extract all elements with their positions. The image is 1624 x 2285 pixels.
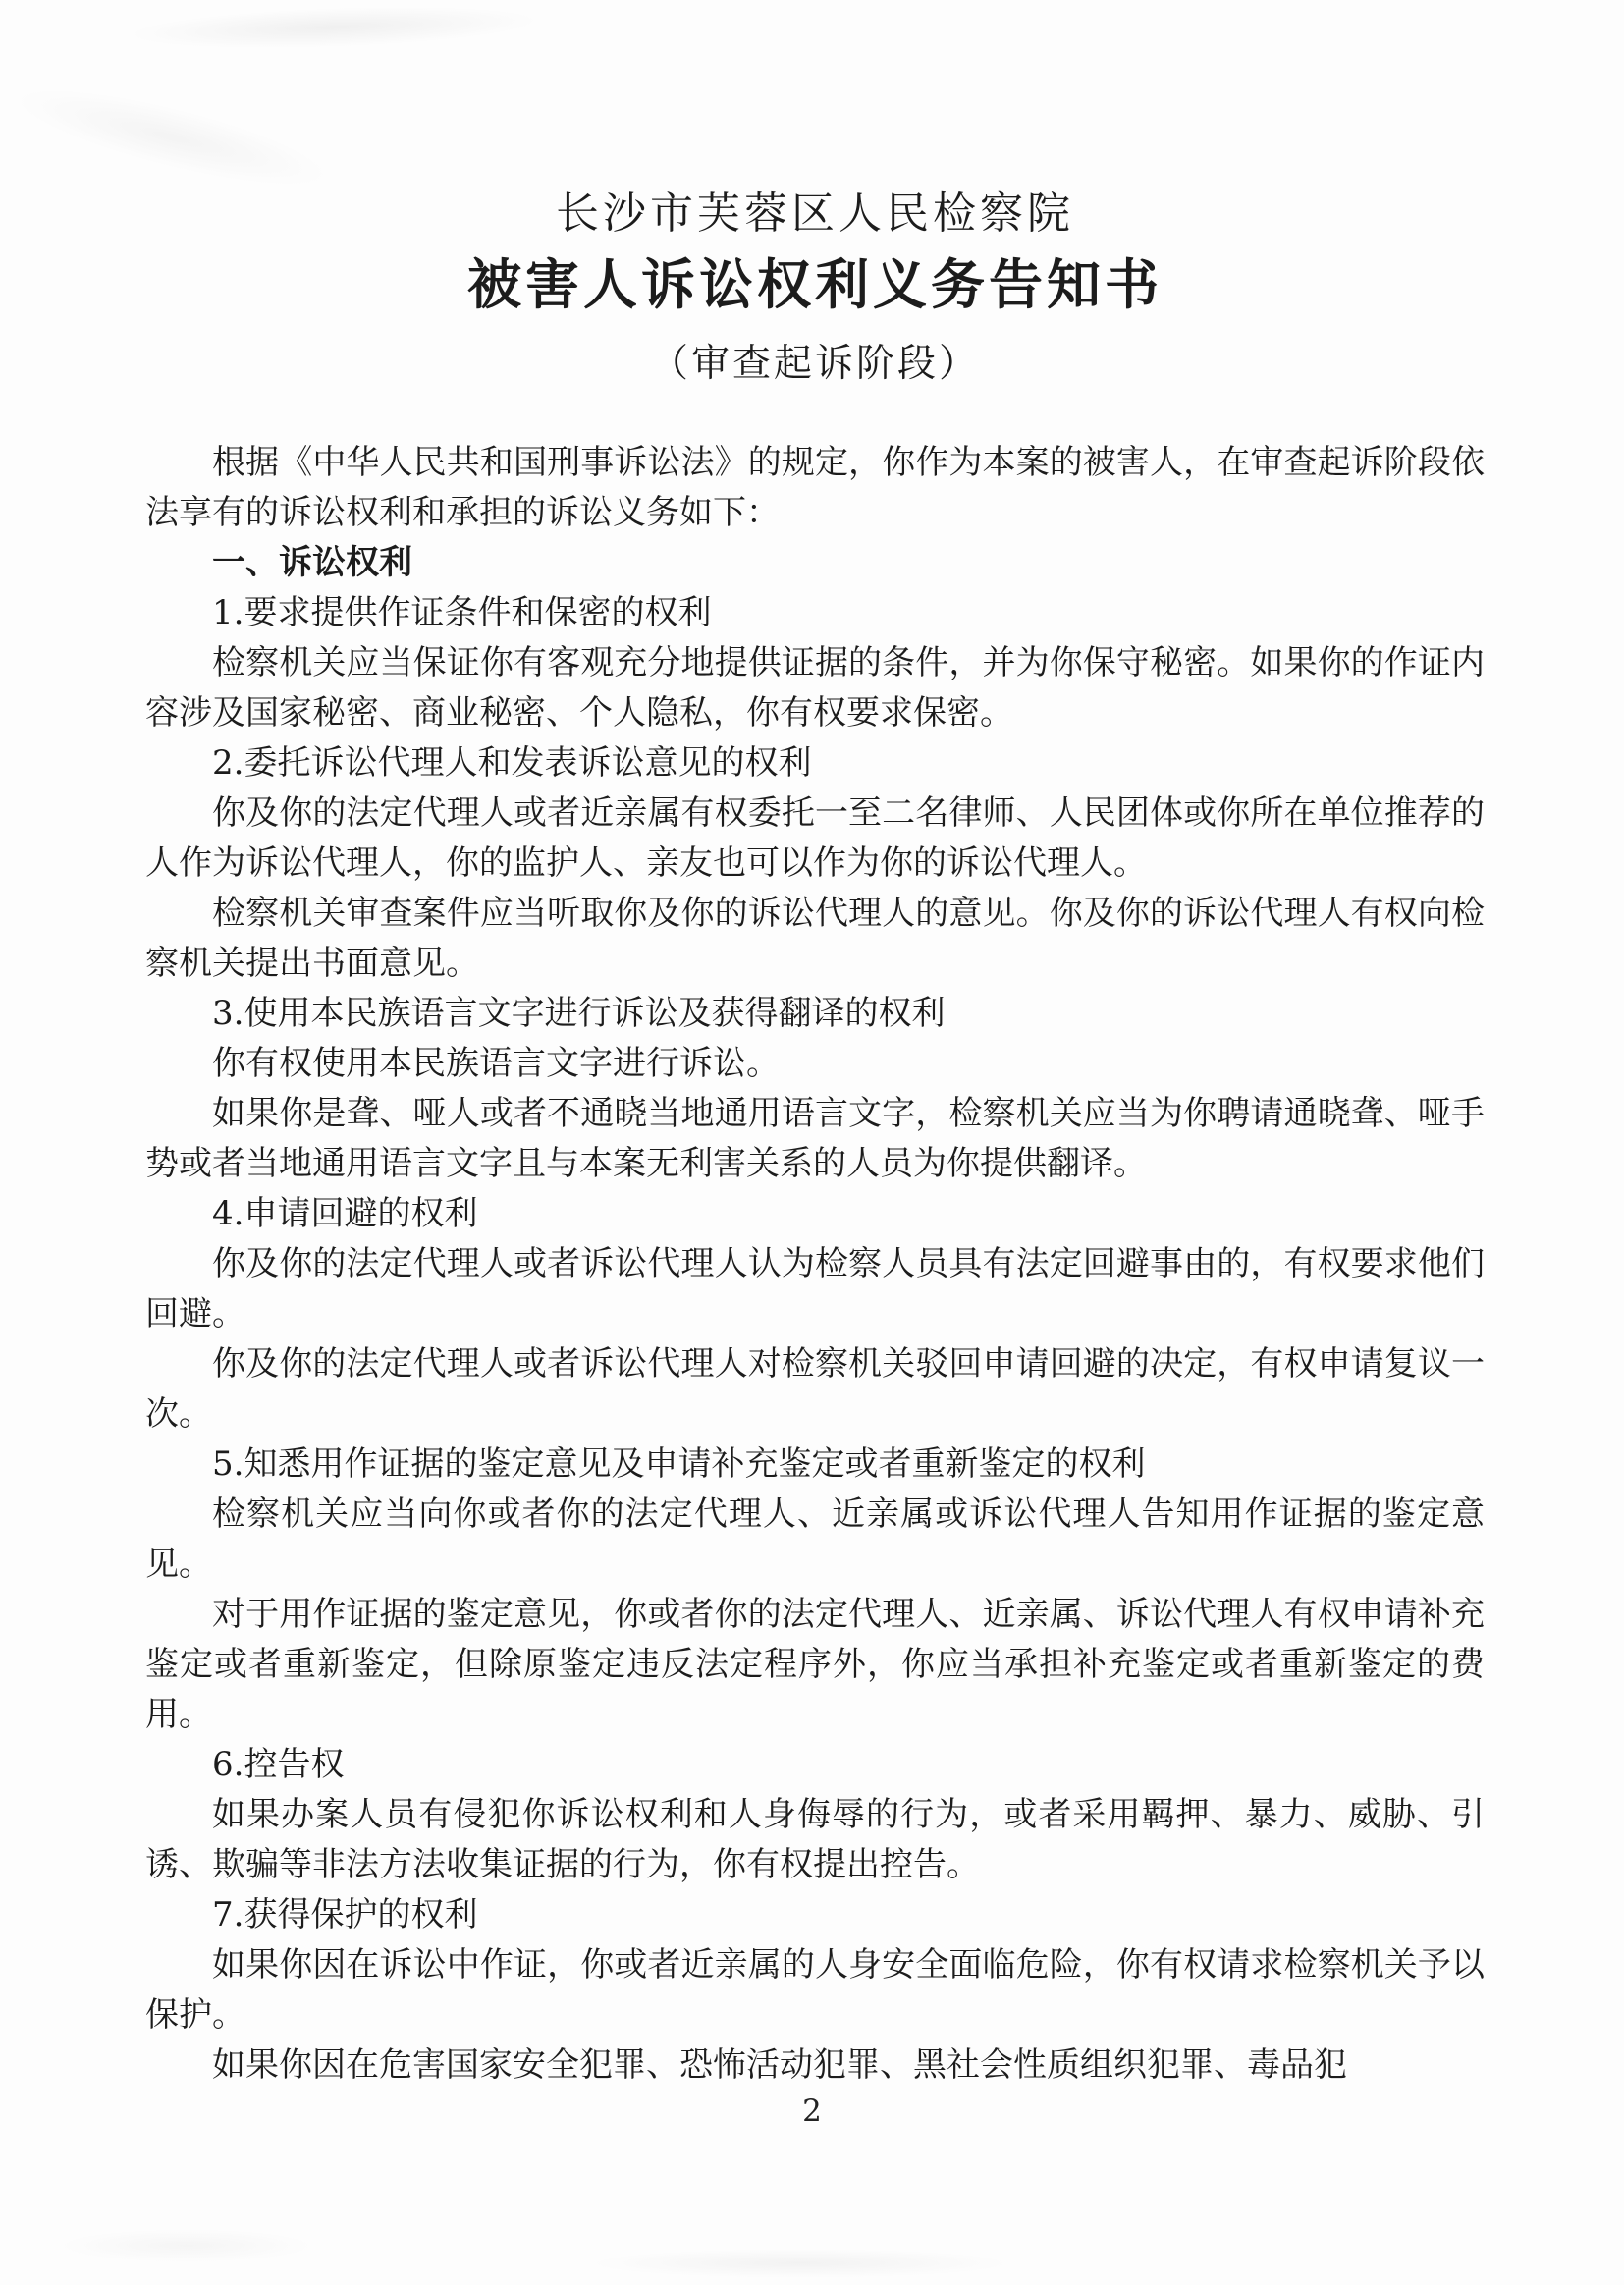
- document-title: 被害人诉讼权利义务告知书: [466, 251, 1163, 316]
- item-7-body-1: 如果你因在诉讼中作证，你或者近亲属的人身安全面临危险，你有权请求检察机关予以保护。: [145, 1944, 1485, 2035]
- item-5-body-1: 检察机关应当向你或者你的法定代理人、近亲属或诉讼代理人告知用作证据的鉴定意见。: [145, 1494, 1485, 1584]
- item-7-body-2: 如果你因在危害国家安全犯罪、恐怖活动犯罪、黑社会性质组织犯罪、毒品犯: [212, 2044, 1347, 2085]
- item-3-heading: 3.使用本民族语言文字进行诉讼及获得翻译的权利: [212, 993, 946, 1033]
- stage-subtitle: （审查起诉阶段）: [649, 341, 980, 386]
- scan-artifact: [59, 2229, 314, 2262]
- scan-artifact: [127, 1, 540, 55]
- document-body: [145, 438, 1485, 2091]
- item-2-body-1: 你及你的法定代理人或者近亲属有权委托一至二名律师、人民团体或你所在单位推荐的人作为诉讼代理人，你的监护人、亲友也可以作为你的诉讼代理人。: [145, 792, 1485, 883]
- item-5-heading: 5.知悉用作证据的鉴定意见及申请补充鉴定或者重新鉴定的权利: [212, 1443, 1146, 1484]
- intro-paragraph: 根据《中华人民共和国刑事诉讼法》的规定，你作为本案的被害人，在审查起诉阶段依法享有的诉讼权利和承担的诉讼义务如下：: [145, 442, 1485, 532]
- item-6-heading: 6.控告权: [212, 1744, 345, 1784]
- item-2-heading: 2.委托诉讼代理人和发表诉讼意见的权利: [212, 742, 812, 783]
- item-5-body-2: 对于用作证据的鉴定意见，你或者你的法定代理人、近亲属、诉讼代理人有权申请补充鉴定或者重新鉴定，但除原鉴定违反法定程序外，你应当承担补充鉴定或者重新鉴定的费用。: [145, 1594, 1485, 1734]
- section-heading-litigation-rights: 一、诉讼权利: [212, 542, 412, 582]
- scan-artifact: [8, 70, 337, 205]
- item-2-body-2: 检察机关审查案件应当听取你及你的诉讼代理人的意见。你及你的诉讼代理人有权向检察机关提出书面意见。: [145, 893, 1485, 983]
- item-6-body: 如果办案人员有侵犯你诉讼权利和人身侮辱的行为，或者采用羁押、暴力、威胁、引诱、欺骗等非法方法收集证据的行为，你有权提出控告。: [145, 1794, 1485, 1884]
- item-1-body: 检察机关应当保证你有客观充分地提供证据的条件，并为你保守秘密。如果你的作证内容涉及国家秘密、商业秘密、个人隐私，你有权要求保密。: [145, 642, 1485, 733]
- item-3-body-2: 如果你是聋、哑人或者不通晓当地通用语言文字，检察机关应当为你聘请通晓聋、哑手势或者当地通用语言文字且与本案无利害关系的人员为你提供翻译。: [145, 1093, 1485, 1183]
- item-4-body-1: 你及你的法定代理人或者诉讼代理人认为检察人员具有法定回避事由的，有权要求他们回避。: [145, 1243, 1485, 1333]
- item-3-body-1: 你有权使用本民族语言文字进行诉讼。: [212, 1043, 780, 1083]
- page-number: 2: [802, 2094, 822, 2129]
- scan-artifact: [589, 2249, 1011, 2278]
- item-7-heading: 7.获得保护的权利: [212, 1894, 478, 1934]
- document-content: [145, 189, 1485, 2091]
- item-4-heading: 4.申请回避的权利: [212, 1193, 478, 1233]
- item-4-body-2: 你及你的法定代理人或者诉讼代理人对检察机关驳回申请回避的决定，有权申请复议一次。: [145, 1343, 1485, 1434]
- item-1-heading: 1.要求提供作证条件和保密的权利: [212, 592, 712, 632]
- organization-title: 长沙市芙蓉区人民检察院: [556, 189, 1074, 239]
